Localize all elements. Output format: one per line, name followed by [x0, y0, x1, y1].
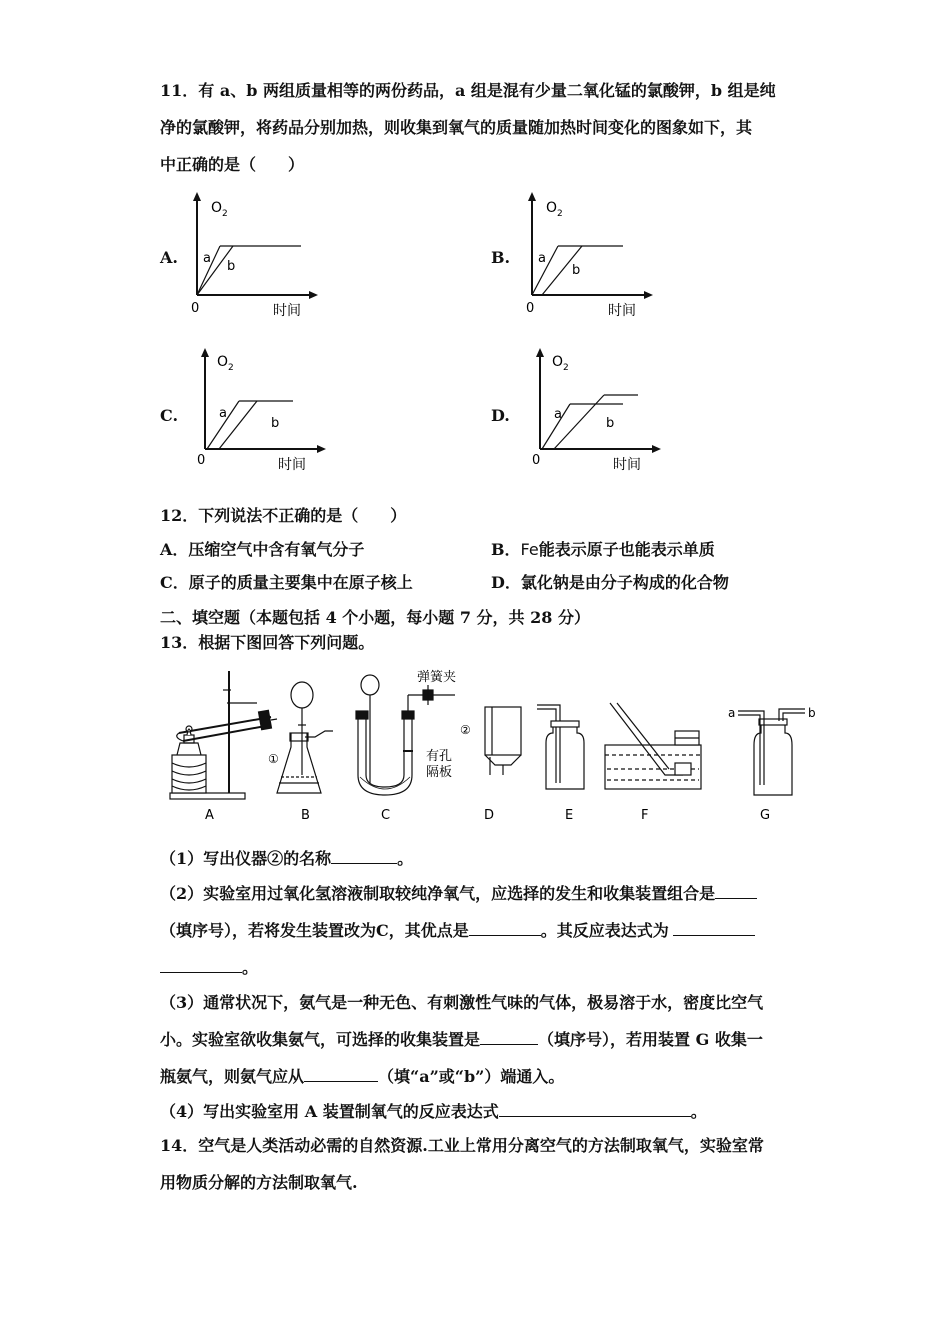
graph-b-option: B.	[491, 248, 511, 267]
graph-d-label-b: b	[606, 416, 615, 431]
graph-d-xlabel: 时间	[613, 457, 641, 473]
apparatus-a	[170, 671, 277, 799]
blank-4[interactable]	[673, 921, 755, 936]
q13-part2-line2: （填序号），若将发生装置改为C，其优点是 。其反应表达式为	[160, 918, 755, 941]
graph-d	[528, 348, 673, 478]
graph-b-ylabel: O	[546, 200, 558, 216]
q13-stem: 13．根据下图回答下列问题。	[160, 633, 375, 652]
q13-part2-line3: 。	[160, 955, 258, 978]
q13-part2-line1: （2）实验室用过氧化氢溶液制取较纯净氧气，应选择的发生和收集装置组合是	[160, 881, 757, 904]
graph-b-label-a: a	[538, 251, 546, 266]
graph-d-origin: 0	[532, 453, 541, 468]
apparatus-label-c: C	[381, 808, 391, 823]
graph-b-origin: 0	[526, 301, 535, 316]
apparatus-label-g: G	[760, 808, 771, 823]
graph-b-label-b: b	[572, 263, 581, 278]
graph-c-origin: 0	[197, 453, 206, 468]
graph-a-ysub: 2	[222, 209, 228, 219]
graph-c-ylabel: O	[217, 354, 229, 370]
blank-1[interactable]	[331, 849, 397, 864]
apparatus-d	[485, 707, 521, 775]
apparatus-perforated-1: 有孔	[426, 749, 453, 764]
graph-d-label-a: a	[554, 407, 562, 422]
apparatus-label-d: D	[484, 808, 495, 823]
q13-part3-line3: 瓶氨气，则氨气应从 （填“a”或“b”）端通入。	[160, 1067, 565, 1086]
graph-a	[185, 192, 330, 322]
graph-b-xlabel: 时间	[608, 303, 636, 319]
apparatus-label-e: E	[565, 808, 574, 823]
apparatus-label-a: A	[205, 808, 214, 823]
apparatus-figure	[165, 665, 825, 827]
graph-c-label-b: b	[271, 416, 280, 431]
graph-b	[520, 192, 665, 322]
q14-line2: 用物质分解的方法制取氧气.	[160, 1173, 358, 1192]
q11-line3: 中正确的是（ ）	[160, 155, 305, 174]
apparatus-g	[738, 709, 805, 795]
graph-a-xlabel: 时间	[273, 303, 301, 319]
q12-option-d: D．氯化钠是由分子构成的化合物	[491, 573, 729, 592]
graph-a-origin: 0	[191, 301, 200, 316]
apparatus-label-f: F	[641, 808, 649, 823]
apparatus-e	[537, 705, 584, 789]
graph-c-label-a: a	[219, 406, 227, 421]
graph-d-option: D.	[491, 406, 510, 425]
graph-d-ysub: 2	[563, 363, 569, 373]
apparatus-mark-1: ①	[268, 752, 279, 766]
apparatus-spring-clip: 弹簧夹	[417, 670, 457, 685]
graph-d-ylabel: O	[552, 354, 564, 370]
q12-option-a: A．压缩空气中含有氧气分子	[160, 540, 365, 559]
q11-line1: 11．有 a、b 两组质量相等的两份药品，a 组是混有少量二氧化锰的氯酸钾，b 组是纯	[160, 81, 776, 100]
q13-part3-line1: （3）通常状况下，氨气是一种无色、有刺激性气味的气体，极易溶于水，密度比空气	[160, 993, 764, 1012]
graph-a-label-a: a	[203, 251, 211, 266]
graph-a-option: A.	[160, 248, 178, 267]
q13-part3-line2: 小。实验室欲收集氨气，可选择的收集装置是 （填序号），若用装置 G 收集一	[160, 1030, 763, 1049]
q12-option-b: B．Fe能表示原子也能表示单质	[491, 540, 715, 559]
q14-line1: 14．空气是人类活动必需的自然资源.工业上常用分离空气的方法制取氧气，实验室常	[160, 1136, 764, 1155]
q12-stem: 12．下列说法不正确的是（ ）	[160, 506, 407, 525]
graph-a-ylabel: O	[211, 200, 223, 216]
blank-8[interactable]	[499, 1102, 691, 1117]
apparatus-mark-2: ②	[460, 723, 471, 737]
graph-c	[193, 348, 338, 478]
blank-2[interactable]	[715, 884, 757, 899]
graph-d-line-b	[554, 395, 604, 449]
q11-line2: 净的氯酸钾，将药品分别加热，则收集到氧气的质量随加热时间变化的图象如下，其	[160, 118, 753, 137]
apparatus-b	[277, 682, 333, 793]
q13-part1: （1）写出仪器②的名称 。	[160, 849, 414, 868]
blank-3[interactable]	[469, 921, 541, 936]
section-heading: 二、填空题（本题包括 4 个小题，每小题 7 分，共 28 分）	[160, 608, 590, 627]
blank-5[interactable]	[160, 958, 242, 973]
apparatus-label-b: B	[301, 808, 310, 823]
graph-c-ysub: 2	[228, 363, 234, 373]
apparatus-port-b: b	[808, 706, 816, 720]
blank-7[interactable]	[304, 1067, 378, 1082]
apparatus-port-a: a	[728, 706, 736, 720]
graph-c-option: C.	[160, 406, 179, 425]
q13-part4: （4）写出实验室用 A 装置制氧气的反应表达式 。	[160, 1102, 707, 1121]
graph-c-xlabel: 时间	[278, 457, 306, 473]
graph-b-ysub: 2	[557, 209, 563, 219]
apparatus-f	[605, 703, 701, 789]
q12-option-c: C．原子的质量主要集中在原子核上	[160, 573, 413, 592]
apparatus-perforated-2: 隔板	[426, 765, 453, 780]
graph-a-label-b: b	[227, 259, 236, 274]
blank-6[interactable]	[480, 1030, 538, 1045]
